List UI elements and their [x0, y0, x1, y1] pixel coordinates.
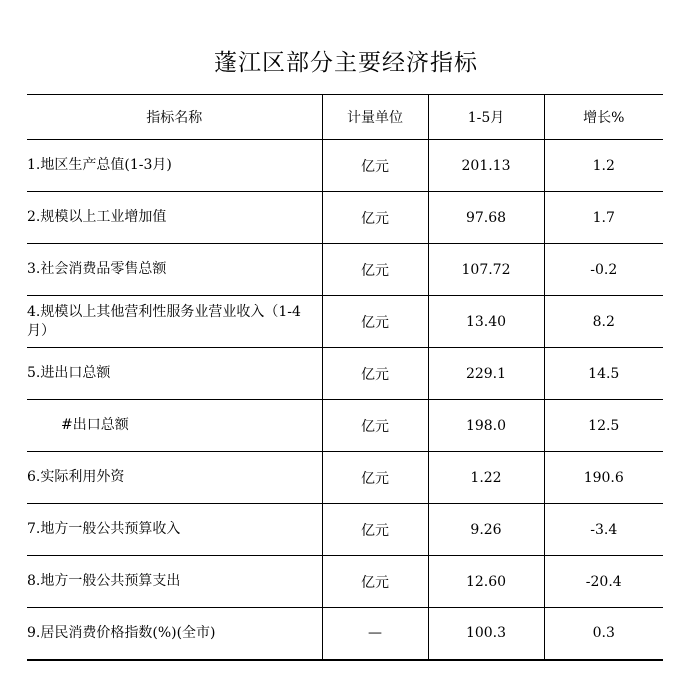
- indicator-growth: 14.5: [544, 348, 663, 400]
- indicator-growth: 0.3: [544, 608, 663, 660]
- indicator-growth: 1.2: [544, 140, 663, 192]
- indicator-growth: 1.7: [544, 192, 663, 244]
- indicator-value: 100.3: [428, 608, 544, 660]
- indicator-growth: 8.2: [544, 296, 663, 348]
- indicator-value: 13.40: [428, 296, 544, 348]
- indicator-unit: 亿元: [322, 348, 428, 400]
- table-row: [27, 348, 663, 400]
- indicator-value: 198.0: [428, 400, 544, 452]
- indicator-name: 7.地方一般公共预算收入: [27, 504, 322, 556]
- indicator-name: 9.居民消费价格指数(%)(全市): [27, 608, 322, 660]
- indicator-unit: 亿元: [322, 244, 428, 296]
- table-row: [27, 556, 663, 608]
- table-row: [27, 244, 663, 296]
- table-row: [27, 504, 663, 556]
- indicator-value: 9.26: [428, 504, 544, 556]
- indicator-name: 4.规模以上其他营利性服务业营业收入（1-4月）: [27, 296, 322, 348]
- indicator-unit: 亿元: [322, 192, 428, 244]
- indicator-value: 12.60: [428, 556, 544, 608]
- indicator-unit: 亿元: [322, 140, 428, 192]
- page-title: 蓬江区部分主要经济指标: [214, 50, 478, 76]
- indicator-name: 6.实际利用外资: [27, 452, 322, 504]
- indicator-growth: 12.5: [544, 400, 663, 452]
- indicator-value: 97.68: [428, 192, 544, 244]
- indicator-growth: 190.6: [544, 452, 663, 504]
- table-row: [27, 400, 663, 452]
- table-row: [27, 452, 663, 504]
- header-period-value: 1-5月: [428, 95, 544, 140]
- header-indicator-name: 指标名称: [27, 95, 322, 140]
- header-growth: 增长%: [544, 95, 663, 140]
- indicator-value: 107.72: [428, 244, 544, 296]
- indicator-value: 201.13: [428, 140, 544, 192]
- indicator-unit: 亿元: [322, 556, 428, 608]
- indicator-growth: -20.4: [544, 556, 663, 608]
- indicator-growth: -0.2: [544, 244, 663, 296]
- indicator-name: #出口总额: [27, 400, 322, 452]
- indicator-name: 1.地区生产总值(1-3月): [27, 140, 322, 192]
- indicator-name: 3.社会消费品零售总额: [27, 244, 322, 296]
- table-row: [27, 140, 663, 192]
- indicator-unit: 亿元: [322, 400, 428, 452]
- indicator-unit: 亿元: [322, 452, 428, 504]
- indicator-value: 1.22: [428, 452, 544, 504]
- table-header-row: [27, 95, 663, 140]
- indicator-unit: 亿元: [322, 504, 428, 556]
- table-row: [27, 192, 663, 244]
- indicator-name: 8.地方一般公共预算支出: [27, 556, 322, 608]
- indicator-value: 229.1: [428, 348, 544, 400]
- table-row: [27, 608, 663, 660]
- indicator-name: 2.规模以上工业增加值: [27, 192, 322, 244]
- table-row: [27, 296, 663, 348]
- indicator-growth: -3.4: [544, 504, 663, 556]
- header-unit: 计量单位: [322, 95, 428, 140]
- indicator-name: 5.进出口总额: [27, 348, 322, 400]
- indicator-unit: —: [322, 608, 428, 660]
- indicator-unit: 亿元: [322, 296, 428, 348]
- indicator-table: [27, 94, 663, 661]
